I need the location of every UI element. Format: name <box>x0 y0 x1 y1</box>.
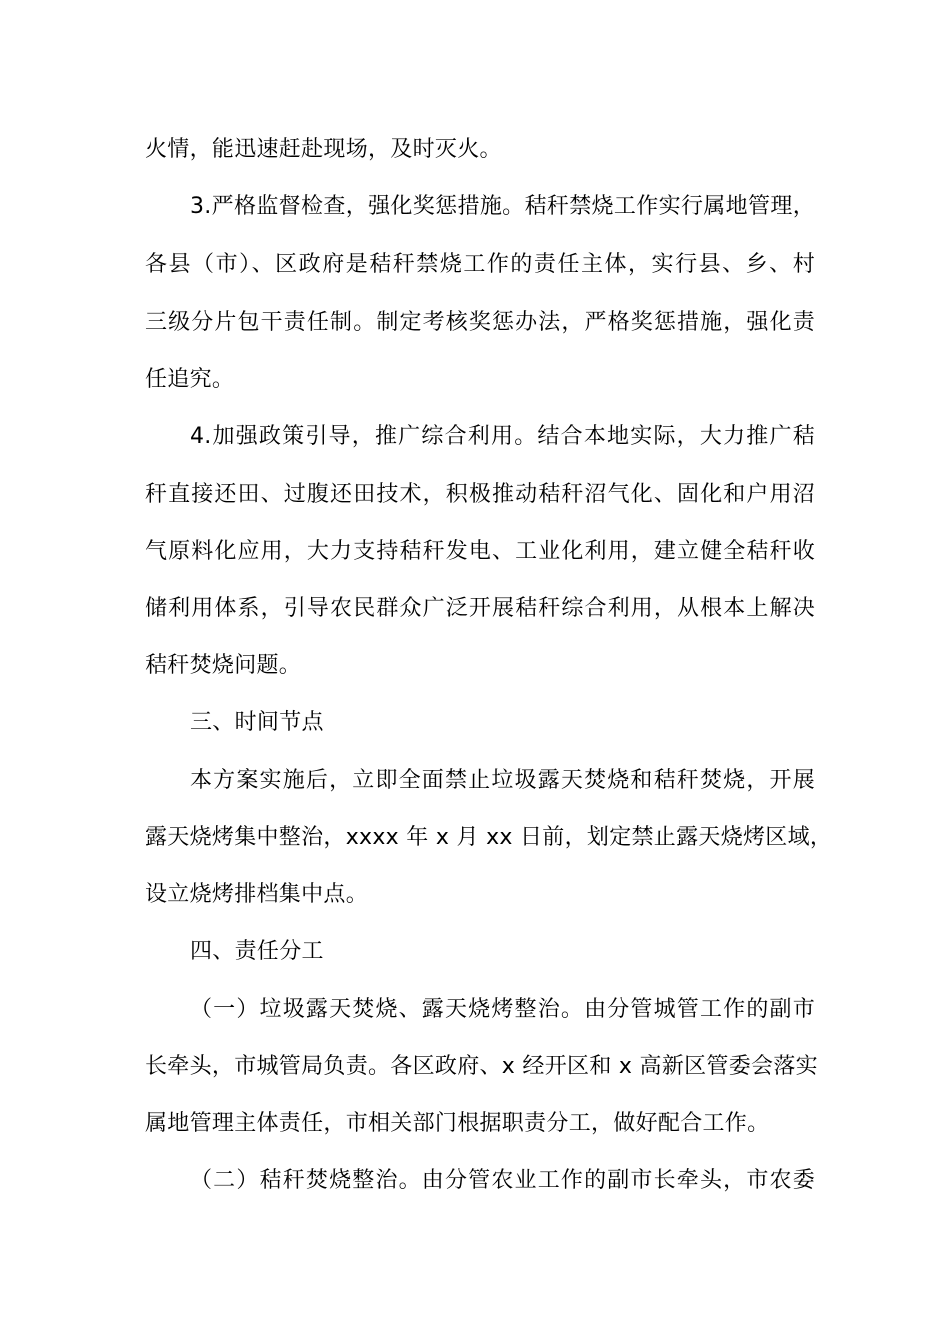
text-line: 秆直接还田、过腹还田技术，积极推动秸秆沼气化、固化和户用沼 <box>145 482 815 507</box>
text-line: 各县（市）、区政府是秸秆禁烧工作的责任主体，实行县、乡、村 <box>145 252 815 277</box>
paragraph-heading-3: 3.严格监督检查，强化奖惩措施。秸秆禁烧工作实行属地管理， <box>190 194 815 219</box>
text-line: 火情，能迅速赶赴现场，及时灭火。 <box>145 137 502 162</box>
text-line: 秸秆焚烧问题。 <box>145 653 302 678</box>
text-line: 任追究。 <box>145 367 235 392</box>
text-line: 露天烧烤集中整治，xxxx 年 x 月 xx 日前，划定禁止露天烧烤区域， <box>145 825 833 850</box>
text-line: 长牵头，市城管局负责。各区政府、x 经开区和 x 高新区管委会落实 <box>145 1054 818 1079</box>
subsection-heading-2: （二）秸秆焚烧整治。由分管农业工作的副市长牵头，市农委 <box>190 1168 815 1193</box>
text-line: 本方案实施后，立即全面禁止垃圾露天焚烧和秸秆焚烧，开展 <box>190 768 815 793</box>
text-line: 气原料化应用，大力支持秸秆发电、工业化利用，建立健全秸秆收 <box>145 539 815 564</box>
text-line: 三级分片包干责任制。制定考核奖惩办法，严格奖惩措施，强化责 <box>145 310 815 335</box>
text-line: 储利用体系，引导农民群众广泛开展秸秆综合利用，从根本上解决 <box>145 596 815 621</box>
text-line: 设立烧烤排档集中点。 <box>145 882 369 907</box>
paragraph-heading-4: 4.加强政策引导，推广综合利用。结合本地实际，大力推广秸 <box>190 424 815 449</box>
subsection-heading-1: （一）垃圾露天焚烧、露天烧烤整治。由分管城管工作的副市 <box>190 997 815 1022</box>
section-heading-4: 四、责任分工 <box>190 939 324 964</box>
section-heading-3: 三、时间节点 <box>190 710 324 735</box>
text-line: 属地管理主体责任，市相关部门根据职责分工，做好配合工作。 <box>145 1111 770 1136</box>
